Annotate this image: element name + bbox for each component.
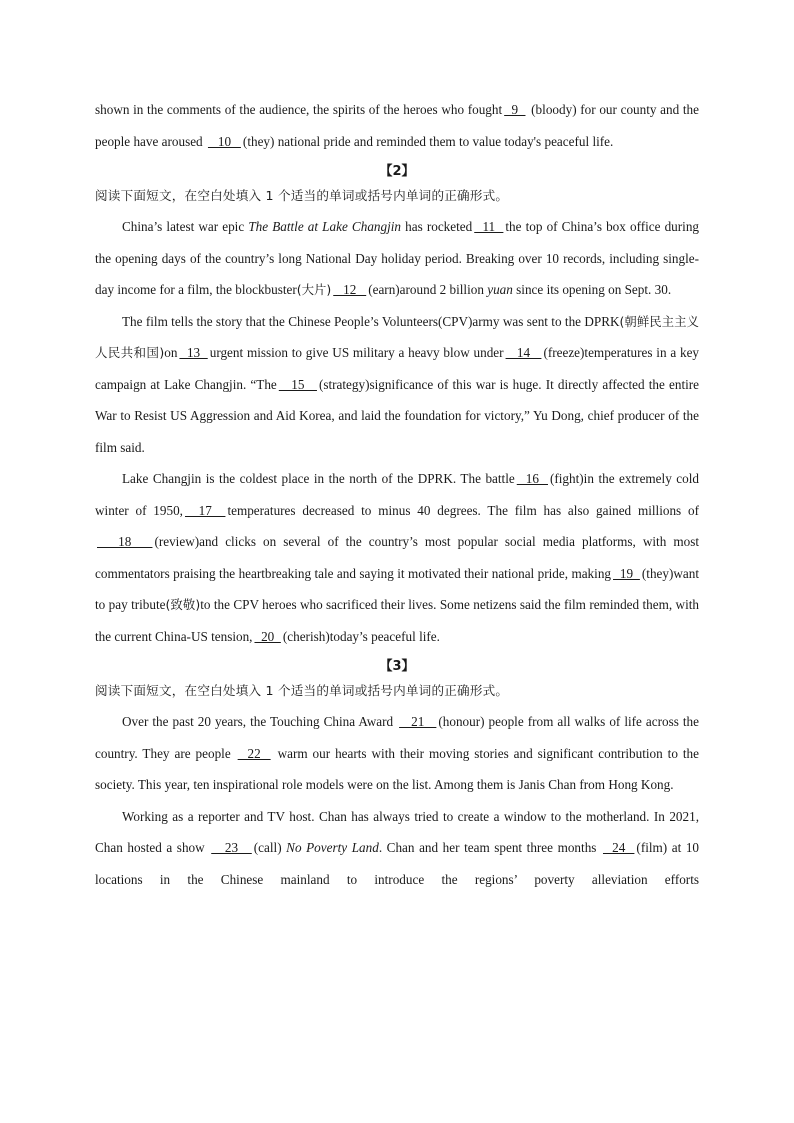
document-page — [95, 94, 699, 895]
section3-paragraph-1 — [95, 706, 699, 801]
blank-9[interactable]: 9 — [504, 102, 526, 117]
text: warm our hearts with their moving stories and significant contribution to the society. This year, ten inspirational role models were on the list. Among them is Janis Chan from Hong Kong. — [95, 745, 699, 792]
section1-paragraph — [95, 94, 699, 157]
text: . Chan and her team spent three months — [378, 840, 601, 855]
text: since its opening on Sept. 30. — [512, 282, 672, 297]
section-heading-3: 【3】 — [379, 659, 415, 674]
blank-13[interactable]: 13 — [179, 345, 208, 360]
section2-instruction: 阅读下面短文，在空白处填入 1 个适当的单词或括号内单词的正确形式。 — [95, 188, 509, 203]
text: (they) national pride and reminded them to value today's peaceful life. — [242, 133, 614, 149]
film-title: The Battle at Lake Changjin — [248, 219, 402, 234]
text: (strategy)significance of this war is huge. It directly affected the entire War to Resist US Aggression and Aid Korea, and laid the foundation for victory,” Yu Dong, chief producer of the film said. — [95, 376, 700, 455]
text: (they)want to pay tribute — [95, 565, 700, 612]
text: Over the past 20 years, the Touching China Award — [122, 714, 398, 729]
section2-paragraph-1 — [95, 211, 699, 306]
chinese-gloss: (大片) — [296, 282, 332, 297]
text: Working as a reporter and TV host. Chan has always tried to create a window to the motherland. In 2021, Chan hosted a show — [95, 808, 699, 855]
text: (cherish)today’s peaceful life. — [282, 628, 440, 644]
chinese-gloss: (朝鲜民主主义人民共和国) — [95, 313, 699, 360]
section2-paragraph-2 — [95, 306, 699, 464]
blank-17[interactable]: 17 — [184, 502, 226, 518]
text: Lake Changjin is the coldest place in the north of the DPRK. The battle — [122, 471, 515, 486]
text: temperatures decreased to minus 40 degrees. The film has also gained millions of — [227, 502, 699, 518]
blank-11[interactable]: 11 — [474, 219, 504, 234]
blank-20[interactable]: 20 — [254, 628, 281, 644]
section2-paragraph-3 — [95, 463, 699, 652]
text: (honour) people from all walks of life across the country. They are people — [95, 714, 699, 761]
text: China’s latest war epic — [122, 219, 249, 234]
text: The film tells the story that the Chinese People’s Volunteers(CPV)army was sent to the DPRK — [122, 313, 620, 329]
blank-22[interactable]: 22 — [237, 745, 271, 761]
text: (film) at 10 locations in the Chinese mainland to introduce the regions’ poverty alleviation efforts — [95, 840, 700, 887]
text: on — [164, 345, 178, 360]
blank-15[interactable]: 15 — [278, 376, 317, 392]
text: urgent mission to give US military a heavy blow under — [209, 345, 504, 360]
text: (earn)around 2 billion — [368, 282, 488, 297]
section-heading-2: 【2】 — [379, 164, 415, 179]
text: (review)and clicks on several of the country’s most popular social media platforms, with most commentators praising the heartbreaking tale and saying it motivated their national pride, making — [95, 534, 700, 581]
text: (bloody) for our county and the people have aroused — [95, 102, 699, 149]
blank-14[interactable]: 14 — [505, 345, 542, 360]
blank-12[interactable]: 12 — [333, 282, 367, 297]
section3-paragraph-2 — [95, 801, 699, 896]
blank-23[interactable]: 23 — [211, 840, 252, 855]
text: (fight)in the extremely cold winter of 1950, — [95, 471, 699, 518]
blank-18[interactable]: 18 — [97, 534, 153, 549]
show-title: No Poverty Land — [286, 840, 379, 855]
blank-16[interactable]: 16 — [516, 471, 548, 486]
blank-10[interactable]: 10 — [207, 133, 241, 149]
text: to the CPV heroes who sacrificed their lives. Some netizens said the film reminded them, with the current China-US tension, — [95, 597, 699, 644]
section3-instruction: 阅读下面短文，在空白处填入 1 个适当的单词或括号内单词的正确形式。 — [95, 683, 509, 698]
blank-21[interactable]: 21 — [399, 714, 437, 729]
text: shown in the comments of the audience, the spirits of the heroes who fought — [95, 102, 503, 117]
chinese-gloss: (致敬) — [165, 597, 201, 612]
text: (freeze)temperatures in a key campaign at Lake Changjin. “The — [95, 345, 700, 392]
yuan-word: yuan — [487, 282, 513, 297]
blank-24[interactable]: 24 — [602, 840, 635, 855]
text: (call) — [253, 840, 287, 855]
text: has rocketed — [401, 219, 473, 234]
text: the top of China’s box office during the opening days of the country’s long National Day holiday period. Breaking over 10 records, including single-day income for a film, the blockbuster — [95, 219, 700, 297]
blank-19[interactable]: 19 — [613, 565, 640, 581]
